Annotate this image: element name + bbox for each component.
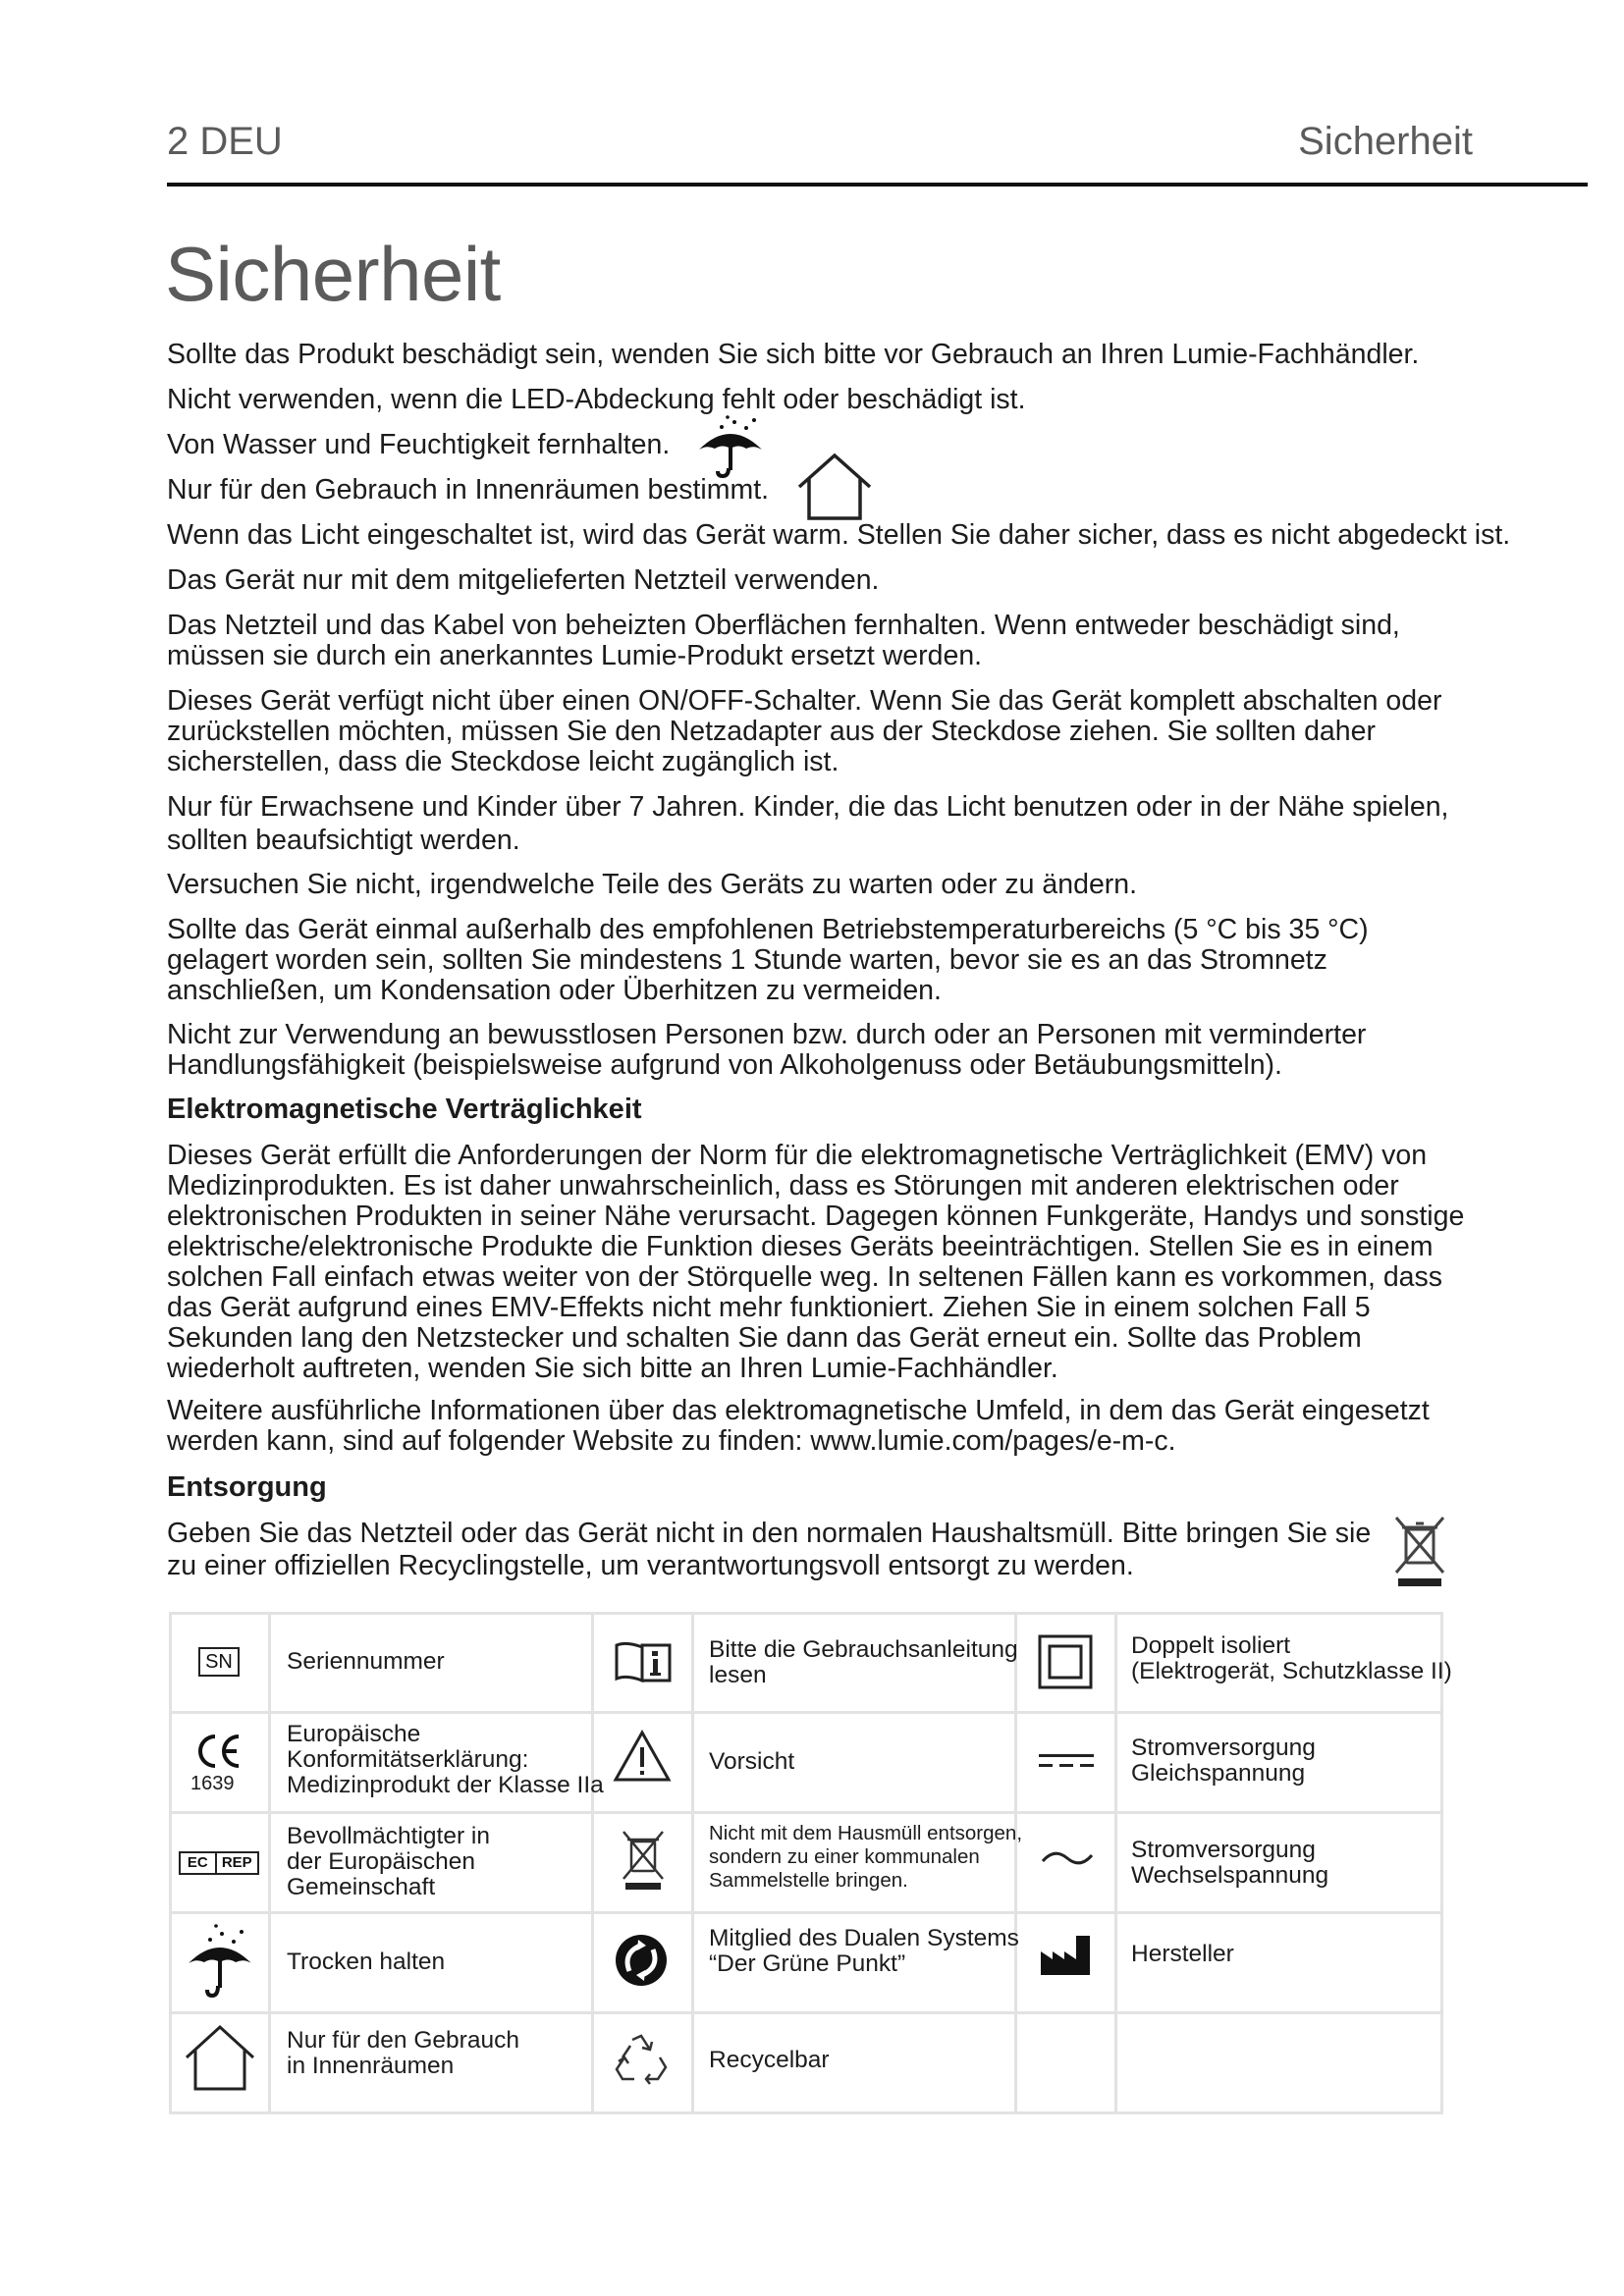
direct-current-icon [1039, 1751, 1094, 1771]
emc-heading: Elektromagnetische Verträglichkeit [167, 1094, 642, 1125]
symbols-table [169, 1612, 1452, 2114]
paragraph-unconscious: Nicht zur Verwendung an bewusstlosen Personen bzw. durch oder an Personen mit verminderter Handlungsfähigkeit (beispielsweise aufgrund von Alkoholgenuss oder Betäubungsmitteln). [167, 1019, 1367, 1081]
paragraph-switch: Dieses Gerät verfügt nicht über einen ON/OFF-Schalter. Wenn Sie das Gerät komplett abschalten oder zurückstellen möchten, müssen Sie den Netzadapter aus der Steckdose ziehen. Sie sollten daher sicherstellen, dass die Steckdose leicht zugänglich ist. [167, 685, 1442, 777]
paragraph-warm: Wenn das Licht eingeschaltet ist, wird das Gerät warm. Stellen Sie daher sicher, dass es nicht abgedeckt ist. [167, 519, 1511, 551]
green-dot-label: Mitglied des Dualen Systems “Der Grüne Punkt” [709, 1925, 1019, 1977]
keep-dry-label: Trocken halten [287, 1949, 446, 1975]
paragraph-indoor: Nur für den Gebrauch in Innenräumen bestimmt. [167, 474, 770, 506]
paragraph-damaged: Sollte das Produkt beschädigt sein, wenden Sie sich bitte vor Gebrauch an Ihren Lumie-Fachhändler. [167, 339, 1420, 370]
recyclable-label: Recycelbar [709, 2047, 830, 2073]
recyclable-icon [613, 2032, 670, 2087]
weee-bin-icon [621, 1828, 666, 1893]
header-rule [167, 183, 1588, 187]
keep-dry-umbrella-icon [695, 416, 766, 481]
running-section-title: Sicherheit [1298, 120, 1473, 163]
paragraph-cable: Das Netzteil und das Kabel von beheizten Oberflächen fernhalten. Wenn entweder beschädigt sind, müssen sie durch ein anerkanntes Lumie-Produkt ersetzt werden. [167, 610, 1400, 671]
paragraph-water: Von Wasser und Feuchtigkeit fernhalten. [167, 429, 671, 460]
paragraph-maintenance: Versuchen Sie nicht, irgendwelche Teile des Geräts zu warten oder zu ändern. [167, 869, 1138, 900]
alternating-current-icon [1041, 1847, 1094, 1869]
paragraph-children: Nur für Erwachsene und Kinder über 7 Jahren. Kinder, die das Licht benutzen oder in der Nähe spielen, sollten beaufsichtigt werden. [167, 791, 1449, 856]
double-insulated-icon [1037, 1633, 1094, 1690]
paragraph-power-supply: Das Gerät nur mit dem mitgelieferten Netzteil verwenden. [167, 564, 880, 596]
ec-rep-icon: EC REP [179, 1851, 259, 1875]
authorized-rep-label: Bevollmächtigter in der Europäischen Gemeinschaft [287, 1823, 490, 1900]
caution-label: Vorsicht [709, 1748, 795, 1775]
disposal-paragraph: Geben Sie das Netzteil oder das Gerät nicht in den normalen Haushaltsmüll. Bitte bringen Sie sie zu einer offiziellen Recyclingstelle, um verantwortungsvoll entsorgt zu werden. [167, 1518, 1372, 1581]
page-number-label: 2 DEU [167, 120, 283, 163]
keep-dry-icon [185, 1920, 255, 2001]
indoor-house-icon [795, 452, 874, 522]
emc-website-paragraph: Weitere ausführliche Informationen über das elektromagnetische Umfeld, in dem das Gerät eingesetzt werden kann, sind auf folgender Website zu finden: www.lumie.com/pages/e-m-c. [167, 1395, 1430, 1457]
instructions-book-icon [613, 1639, 674, 1684]
manufacturer-label: Hersteller [1131, 1941, 1234, 1967]
weee-crossed-bin-icon [1392, 1514, 1447, 1588]
green-dot-icon [613, 1932, 670, 1989]
page-title: Sicherheit [165, 231, 501, 317]
double-insulated-label: Doppelt isoliert (Elektrogerät, Schutzklasse II) [1131, 1632, 1452, 1684]
manufacturer-icon [1039, 1932, 1094, 1977]
paragraph-temperature: Sollte das Gerät einmal außerhalb des empfohlenen Betriebstemperaturbereichs (5 °C bis 35 °C) gelagert worden sein, sollten Sie mindestens 1 Stunde warten, bevor sie es an das Stromnetz anschließen, um Kondensation oder Überhitzen zu vermeiden. [167, 914, 1369, 1006]
instructions-label: Bitte die Gebrauchsanleitung lesen [709, 1636, 1018, 1688]
disposal-heading: Entsorgung [167, 1471, 327, 1503]
serial-number-icon: SN [198, 1647, 240, 1677]
alternating-current-label: Stromversorgung Wechselspannung [1131, 1837, 1329, 1889]
caution-triangle-icon [613, 1730, 672, 1783]
emc-paragraph: Dieses Gerät erfüllt die Anforderungen der Norm für die elektromagnetische Verträglichkeit (EMV) von Medizinprodukten. Es ist daher unwahrscheinlich, dass es Störungen mit anderen elektrischen oder elektronischen Produkten in seiner Nähe verursacht. Dagegen können Funkgeräte, Handys und sonstige elektrische/elektronische Produkte die Funktion dieses Geräts beeinträchtigen. Stellen Sie es in einem solchen Fall einfach etwas weiter von der Störquelle weg. In seltenen Fällen kann es vorkommen, dass das Gerät aufgrund eines EMV-Effekts nicht mehr funktioniert. Ziehen Sie in einem solchen Fall 5 Sekunden lang den Netzstecker und schalten Sie dann das Gerät erneut ein. Sollte das Problem wiederholt auftreten, wenden Sie sich bitte an Ihren Lumie-Fachhändler. [167, 1140, 1465, 1384]
ce-notified-body-number: 1639 [190, 1773, 235, 1794]
indoor-use-house-icon [183, 2022, 257, 2093]
weee-disposal-label: Nicht mit dem Hausmüll entsorgen, sondern zu einer kommunalen Sammelstelle bringen. [709, 1822, 1023, 1892]
direct-current-label: Stromversorgung Gleichspannung [1131, 1735, 1316, 1787]
ce-mark-icon [194, 1732, 244, 1771]
indoor-use-label: Nur für den Gebrauch in Innenräumen [287, 2027, 519, 2079]
serial-number-label: Seriennummer [287, 1648, 445, 1675]
paragraph-led-cover: Nicht verwenden, wenn die LED-Abdeckung fehlt oder beschädigt ist. [167, 384, 1026, 415]
ce-declaration-label: Europäische Konformitätserklärung: Medizinprodukt der Klasse IIa [287, 1721, 604, 1798]
